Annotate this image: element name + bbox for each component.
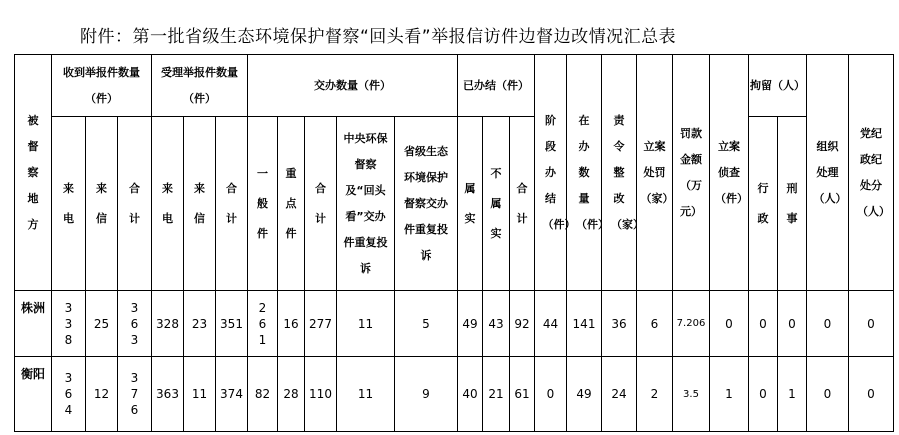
cell-in-progress: 49 bbox=[567, 357, 602, 432]
cell-detention-admin: 0 bbox=[749, 291, 778, 357]
cell-accepted-total: 351 bbox=[216, 291, 248, 357]
cell-accepted-phone: 328 bbox=[152, 291, 184, 357]
header-party-discipline: 党纪政纪处分（人） bbox=[849, 55, 894, 291]
cell-in-progress: 141 bbox=[567, 291, 602, 357]
cell-ordered-rectify: 24 bbox=[602, 357, 637, 432]
header-ordered-rectify: 责令整改（家） bbox=[602, 55, 637, 291]
cell-detention-admin: 0 bbox=[749, 357, 778, 432]
cell-closed-false: 43 bbox=[483, 291, 510, 357]
page-title: 附件：第一批省级生态环境保护督察“回头看”举报信访件边督边改情况汇总表 bbox=[80, 27, 677, 47]
cell-received-letter: 25 bbox=[86, 291, 118, 357]
header-received-total: 合计 bbox=[118, 117, 152, 291]
cell-received-total: 363 bbox=[118, 291, 152, 357]
cell-party-discipline: 0 bbox=[849, 357, 894, 432]
header-accepted-phone: 来电 bbox=[152, 117, 184, 291]
cell-closed-true: 40 bbox=[458, 357, 483, 432]
cell-assigned-total: 277 bbox=[305, 291, 337, 357]
header-assigned-key: 重点件 bbox=[278, 117, 305, 291]
cell-investigation: 0 bbox=[710, 291, 749, 357]
table-row bbox=[15, 357, 894, 432]
header-accepted-total: 合计 bbox=[216, 117, 248, 291]
header-assigned-general: 一般件 bbox=[248, 117, 278, 291]
header-assigned-provincial: 省级生态环境保护督察交办件重复投诉 bbox=[395, 117, 458, 291]
cell-org-handling: 0 bbox=[807, 291, 849, 357]
table-row bbox=[15, 291, 894, 357]
cell-closed-total: 92 bbox=[510, 291, 535, 357]
cell-assigned-central: 11 bbox=[337, 291, 395, 357]
header-received-phone: 来电 bbox=[52, 117, 86, 291]
cell-received-total: 376 bbox=[118, 357, 152, 432]
header-fine: 罚款金额（万元） bbox=[673, 55, 710, 291]
cell-accepted-phone: 363 bbox=[152, 357, 184, 432]
header-closed-true: 属实 bbox=[458, 117, 483, 291]
cell-detention-criminal: 1 bbox=[778, 357, 807, 432]
header-closed-group: 已办结（件） bbox=[458, 55, 535, 117]
cell-assigned-key: 28 bbox=[278, 357, 305, 432]
header-stage-closed: 阶段办结（件） bbox=[535, 55, 567, 291]
header-accepted-group: 受理举报件数量（件） bbox=[152, 55, 248, 117]
cell-assigned-general: 261 bbox=[248, 291, 278, 357]
header-in-progress: 在办数量（件） bbox=[567, 55, 602, 291]
header-region: 被督察地方 bbox=[15, 55, 52, 291]
header-received-group: 收到举报件数量（件） bbox=[52, 55, 152, 117]
header-penalty-cases: 立案处罚（家） bbox=[637, 55, 673, 291]
cell-closed-false: 21 bbox=[483, 357, 510, 432]
row-region: 衡阳 bbox=[15, 357, 52, 432]
cell-party-discipline: 0 bbox=[849, 291, 894, 357]
header-received-letter: 来信 bbox=[86, 117, 118, 291]
header-assigned-group: 交办数量（件） bbox=[248, 55, 458, 117]
cell-assigned-provincial: 9 bbox=[395, 357, 458, 432]
cell-received-letter: 12 bbox=[86, 357, 118, 432]
header-closed-total: 合计 bbox=[510, 117, 535, 291]
cell-penalty-cases: 6 bbox=[637, 291, 673, 357]
header-accepted-letter: 来信 bbox=[184, 117, 216, 291]
cell-detention-criminal: 0 bbox=[778, 291, 807, 357]
header-assigned-central: 中央环保督察及“回头看”交办件重复投诉 bbox=[337, 117, 395, 291]
cell-stage-closed: 44 bbox=[535, 291, 567, 357]
cell-accepted-total: 374 bbox=[216, 357, 248, 432]
header-closed-false: 不属实 bbox=[483, 117, 510, 291]
cell-accepted-letter: 11 bbox=[184, 357, 216, 432]
header-detention-criminal: 刑事 bbox=[778, 117, 807, 291]
header-investigation: 立案侦查（件） bbox=[710, 55, 749, 291]
cell-stage-closed: 0 bbox=[535, 357, 567, 432]
cell-received-phone: 338 bbox=[52, 291, 86, 357]
cell-org-handling: 0 bbox=[807, 357, 849, 432]
summary-table bbox=[14, 54, 894, 432]
cell-ordered-rectify: 36 bbox=[602, 291, 637, 357]
header-detention-group: 拘留（人） bbox=[749, 55, 807, 117]
cell-assigned-total: 110 bbox=[305, 357, 337, 432]
cell-investigation: 1 bbox=[710, 357, 749, 432]
cell-assigned-provincial: 5 bbox=[395, 291, 458, 357]
cell-fine: 7.206 bbox=[673, 291, 710, 357]
cell-received-phone: 364 bbox=[52, 357, 86, 432]
cell-closed-true: 49 bbox=[458, 291, 483, 357]
cell-penalty-cases: 2 bbox=[637, 357, 673, 432]
cell-fine: 3.5 bbox=[673, 357, 710, 432]
cell-accepted-letter: 23 bbox=[184, 291, 216, 357]
cell-assigned-key: 16 bbox=[278, 291, 305, 357]
cell-assigned-general: 82 bbox=[248, 357, 278, 432]
cell-assigned-central: 11 bbox=[337, 357, 395, 432]
header-detention-admin: 行政 bbox=[749, 117, 778, 291]
header-assigned-total: 合计 bbox=[305, 117, 337, 291]
row-region: 株洲 bbox=[15, 291, 52, 357]
header-org-handling: 组织处理（人） bbox=[807, 55, 849, 291]
cell-closed-total: 61 bbox=[510, 357, 535, 432]
